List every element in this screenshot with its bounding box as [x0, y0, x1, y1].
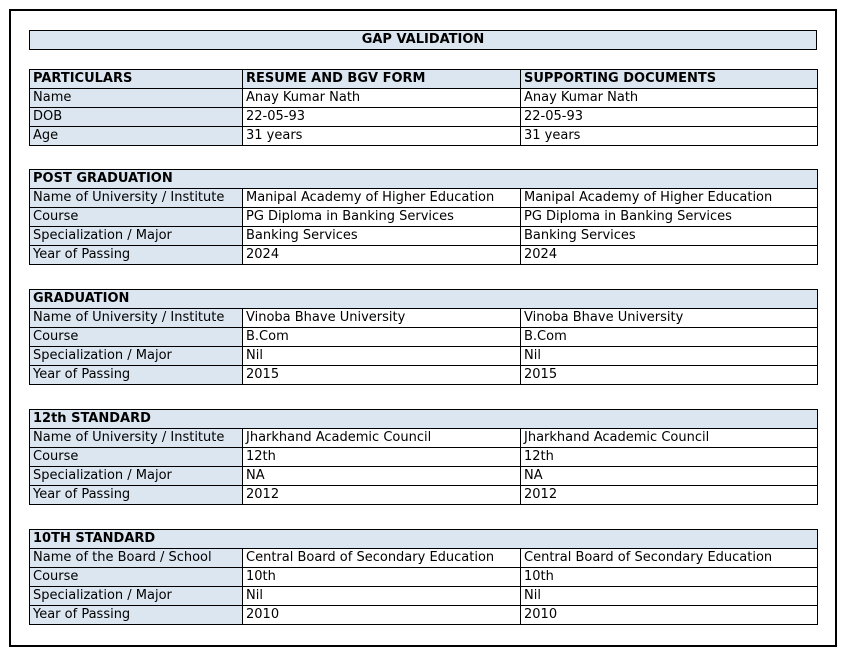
twelfth-standard-table	[29, 409, 818, 505]
section-heading: 10TH STANDARD	[30, 530, 818, 549]
table-row	[30, 429, 818, 448]
header-resume-bgv: RESUME AND BGV FORM	[243, 70, 521, 89]
resume-value: Banking Services	[243, 227, 521, 246]
row-label: Age	[30, 127, 243, 146]
resume-value: 2015	[243, 366, 521, 385]
row-label: Course	[30, 568, 243, 587]
docs-value: Banking Services	[521, 227, 818, 246]
docs-value: Vinoba Bhave University	[521, 309, 818, 328]
docs-value: Nil	[521, 347, 818, 366]
resume-value: Nil	[243, 587, 521, 606]
row-label: Name of University / Institute	[30, 309, 243, 328]
resume-value: PG Diploma in Banking Services	[243, 208, 521, 227]
table-row	[30, 366, 818, 385]
row-label: Year of Passing	[30, 246, 243, 265]
section-heading: 12th STANDARD	[30, 410, 818, 429]
table-row	[30, 227, 818, 246]
table-row	[30, 606, 818, 625]
docs-value: 2024	[521, 246, 818, 265]
resume-value: 31 years	[243, 127, 521, 146]
table-row	[30, 208, 818, 227]
table-row	[30, 309, 818, 328]
table-row	[30, 189, 818, 208]
table-row	[30, 486, 818, 505]
table-row	[30, 587, 818, 606]
personal-details-table	[29, 69, 818, 146]
resume-value: 2024	[243, 246, 521, 265]
tenth-standard-table	[29, 529, 818, 625]
resume-value: 2010	[243, 606, 521, 625]
docs-value: NA	[521, 467, 818, 486]
row-label: DOB	[30, 108, 243, 127]
docs-value: Anay Kumar Nath	[521, 89, 818, 108]
table-row	[30, 246, 818, 265]
row-label: Name	[30, 89, 243, 108]
section-heading: POST GRADUATION	[30, 170, 818, 189]
docs-value: Jharkhand Academic Council	[521, 429, 818, 448]
row-label: Specialization / Major	[30, 227, 243, 246]
docs-value: PG Diploma in Banking Services	[521, 208, 818, 227]
row-label: Course	[30, 328, 243, 347]
docs-value: Manipal Academy of Higher Education	[521, 189, 818, 208]
resume-value: Vinoba Bhave University	[243, 309, 521, 328]
resume-value: 12th	[243, 448, 521, 467]
table-row	[30, 89, 818, 108]
docs-value: 22-05-93	[521, 108, 818, 127]
post-graduation-table	[29, 169, 818, 265]
resume-value: NA	[243, 467, 521, 486]
resume-value: Jharkhand Academic Council	[243, 429, 521, 448]
resume-value: Central Board of Secondary Education	[243, 549, 521, 568]
resume-value: Anay Kumar Nath	[243, 89, 521, 108]
docs-value: 2015	[521, 366, 818, 385]
header-particulars: PARTICULARS	[30, 70, 243, 89]
page-title: GAP VALIDATION	[29, 30, 817, 50]
row-label: Specialization / Major	[30, 467, 243, 486]
row-label: Name of University / Institute	[30, 189, 243, 208]
row-label: Year of Passing	[30, 606, 243, 625]
docs-value: 2012	[521, 486, 818, 505]
graduation-table	[29, 289, 818, 385]
resume-value: 2012	[243, 486, 521, 505]
docs-value: 10th	[521, 568, 818, 587]
resume-value: 10th	[243, 568, 521, 587]
table-row	[30, 108, 818, 127]
table-row	[30, 467, 818, 486]
table-row	[30, 347, 818, 366]
docs-value: 31 years	[521, 127, 818, 146]
row-label: Specialization / Major	[30, 587, 243, 606]
resume-value: B.Com	[243, 328, 521, 347]
resume-value: Manipal Academy of Higher Education	[243, 189, 521, 208]
row-label: Course	[30, 208, 243, 227]
table-row	[30, 448, 818, 467]
docs-value: Nil	[521, 587, 818, 606]
section-heading: GRADUATION	[30, 290, 818, 309]
row-label: Name of University / Institute	[30, 429, 243, 448]
resume-value: Nil	[243, 347, 521, 366]
docs-value: Central Board of Secondary Education	[521, 549, 818, 568]
table-row	[30, 328, 818, 347]
table-row	[30, 127, 818, 146]
row-label: Course	[30, 448, 243, 467]
docs-value: 12th	[521, 448, 818, 467]
row-label: Name of the Board / School	[30, 549, 243, 568]
header-supporting-docs: SUPPORTING DOCUMENTS	[521, 70, 818, 89]
table-row	[30, 568, 818, 587]
docs-value: 2010	[521, 606, 818, 625]
resume-value: 22-05-93	[243, 108, 521, 127]
row-label: Year of Passing	[30, 486, 243, 505]
row-label: Specialization / Major	[30, 347, 243, 366]
table-header-row	[30, 70, 818, 89]
table-row	[30, 549, 818, 568]
docs-value: B.Com	[521, 328, 818, 347]
row-label: Year of Passing	[30, 366, 243, 385]
